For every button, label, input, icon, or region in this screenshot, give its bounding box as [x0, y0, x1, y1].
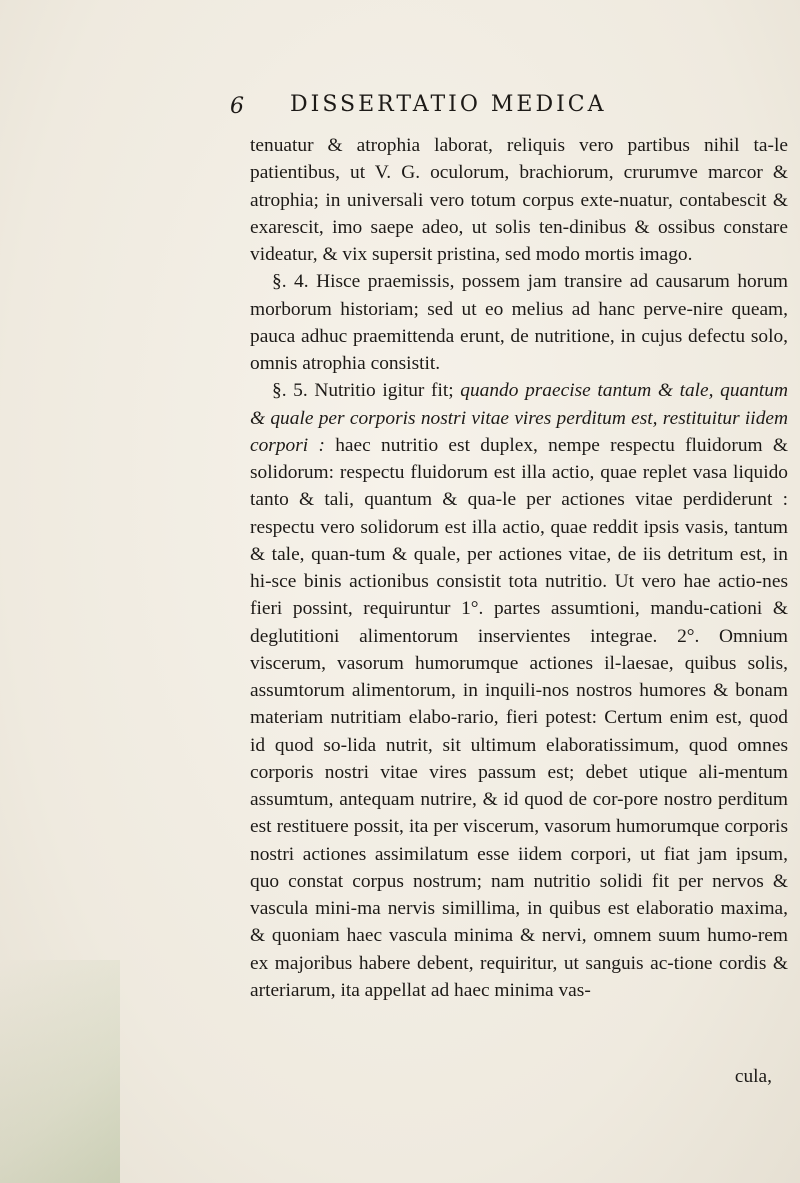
running-header [230, 92, 790, 122]
catchword: cula, [734, 1066, 772, 1087]
paragraph-3 [250, 377, 788, 1004]
text-run: §. 5. Nutritio igitur fit; [272, 380, 461, 402]
running-title: DISSERTATIO MEDICA [290, 92, 607, 117]
italic-definition: quando praecise tantum & tale, quantum & quale per corporis nostri vitae vires perditum est, restituitur iidem corpori : [250, 380, 789, 456]
text-run: §. 4. Hisce praemissis, possem jam transire ad causarum horum morborum historiam; sed ut eo melius ad hanc perve-nire queam, pauca adhuc praemittenda erunt, de nutritione, in cujus defectu solo, omnis atrophia consistit. [250, 271, 788, 374]
paragraph-2 [250, 268, 788, 377]
text-run: haec nutritio est duplex, nempe respectu fluidorum & solidorum: respectu fluidorum est illa actio, quae replet vasa liquido tanto & tali, quantum & qua-le per actiones vitae perdiderunt : respectu vero solidorum est illa actio, quae reddit ipsis vasis, tantum & tale, quan-tum & quale, per actiones vitae, de iis detritum est, in hi-sce binis actionibus consistit tota nutritio. Ut vero hae actio-nes fieri possint, requiruntur 1°. partes assumtioni, mandu-cationi & deglutitioni alimentorum inservientes integrae. 2°. Omnium viscerum, vasorum humorumque actiones il-laesae, quibus solis, assumtorum alimentorum, in inquili-nos nostros humores & bonam materiam nutritiam elabo-rario, fieri potest: Certum enim est, quod id quod so-lida nutrit, sit ultimum elaboratissimum, quod omnes corporis nostri vitae vires passum est; debet utique ali-mentum assumtum, antequam nutrire, & id quod de cor-pore nostro perditum est restituere possit, ita per viscerum, vasorum humorumque corporis nostri actiones assimilatum esse iidem corpori, ut fiat jam ipsum, quo constat corpus nostrum; nam nutritio solidi fit per nervos & vascula mini-ma nervis simillima, in quibus est elaboratio maxima, & quoniam haec vascula minima & nervi, omnem suum humo-rem ex majoribus habere debent, requiritur, ut sanguis ac-tione cordis & arteriarum, ita appellat ad haec minima vas- [250, 434, 788, 1001]
body-text [250, 132, 788, 1004]
page-stain [0, 960, 120, 1183]
paragraph-1 [250, 132, 788, 268]
text-run: tenuatur & atrophia laborat, reliquis vero partibus nihil ta-le patientibus, ut V. G. oculorum, brachiorum, crurumve marcor & atrophia; in universali vero totum corpus exte-nuatur, contabescit & exarescit, imo saepe adeo, ut solis ten-dinibus & ossibus constare videatur, & vix supersit pristina, sed modo mortis imago. [250, 135, 788, 265]
page-number: 6 [230, 94, 244, 119]
